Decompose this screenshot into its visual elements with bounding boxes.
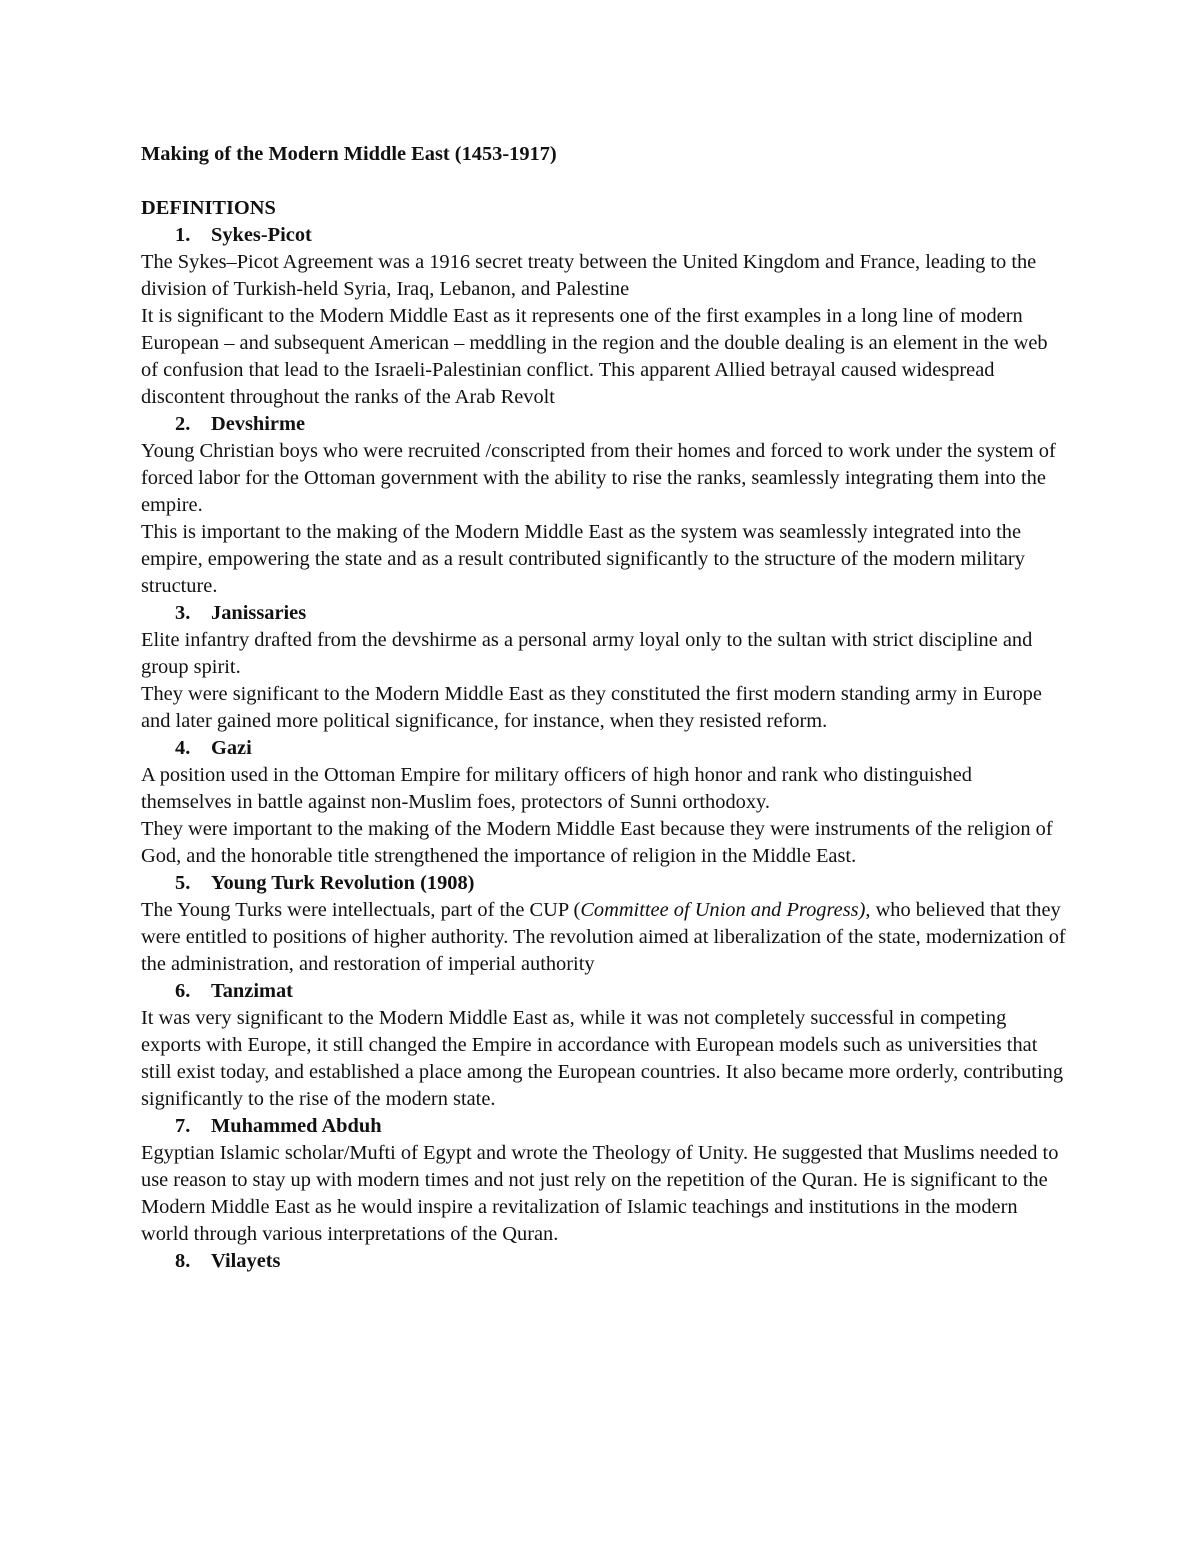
term-name: Devshirme [211, 413, 305, 435]
term-number: 5. [175, 872, 191, 894]
term-name: Muhammed Abduh [211, 1115, 382, 1137]
definition-entry-3 [141, 600, 1066, 735]
significance-paragraph: It is significant to the Modern Middle East as it represents one of the first examples in a long line of modern European – and subsequent American – meddling in the region and the double dealing is an element in the web of confusion that lead to the Israeli-Palestinian conflict. This apparent Allied betrayal caused widespread discontent throughout the ranks of the Arab Revolt [141, 305, 1048, 408]
term-number: 4. [175, 737, 191, 759]
paragraph-text-after: , who believed that they were entitled to positions of higher authority. The revolution aimed at liberalization of the state, modernization of the administration, and restoration of imperial authority [141, 899, 1066, 975]
term-number: 2. [175, 413, 191, 435]
definition-paragraph: Elite infantry drafted from the devshirme as a personal army loyal only to the sultan with strict discipline and group spirit. [141, 629, 1033, 678]
term-heading [141, 600, 1066, 627]
definition-paragraph: It was very significant to the Modern Middle East as, while it was not completely successful in competing exports with Europe, it still changed the Empire in accordance with European models such as universities that still exist today, and established a place among the European countries. It also became more orderly, contributing significantly to the rise of the modern state. [141, 1007, 1064, 1110]
definition-entry-4 [141, 735, 1066, 870]
section-heading-text: DEFINITIONS [141, 197, 276, 219]
definition-entry-5 [141, 870, 1066, 978]
significance-paragraph: They were significant to the Modern Middle East as they constituted the first modern standing army in Europe and later gained more political significance, for instance, when they resisted reform. [141, 683, 1042, 732]
term-number: 6. [175, 980, 191, 1002]
term-heading [141, 1248, 1066, 1275]
document-title: Making of the Modern Middle East (1453-1917) [141, 143, 557, 165]
term-number: 8. [175, 1250, 191, 1272]
definition-paragraph [141, 897, 1066, 978]
definition-paragraph: A position used in the Ottoman Empire for military officers of high honor and rank who distinguished themselves in battle against non-Muslim foes, protectors of Sunni orthodoxy. [141, 764, 972, 813]
definition-entry-6 [141, 978, 1066, 1113]
definition-paragraph: Young Christian boys who were recruited /conscripted from their homes and forced to work under the system of forced labor for the Ottoman government with the ability to rise the ranks, seamlessly integrating them into the empire. [141, 440, 1056, 516]
definition-entry-7 [141, 1113, 1066, 1248]
definition-paragraph: The Sykes–Picot Agreement was a 1916 secret treaty between the United Kingdom and France, leading to the division of Turkish-held Syria, Iraq, Lebanon, and Palestine [141, 251, 1037, 300]
term-name: Sykes-Picot [211, 224, 312, 246]
term-number: 1. [175, 224, 191, 246]
term-name: Tanzimat [211, 980, 293, 1002]
definition-entry-1 [141, 222, 1066, 411]
term-name: Janissaries [211, 602, 307, 624]
term-number: 7. [175, 1115, 191, 1137]
term-heading [141, 1113, 1066, 1140]
definition-entry-8 [141, 1248, 1066, 1275]
term-number: 3. [175, 602, 191, 624]
document-page [141, 141, 1066, 1275]
term-heading [141, 222, 1066, 249]
section-heading [141, 195, 1066, 222]
significance-paragraph: This is important to the making of the Modern Middle East as the system was seamlessly integrated into the empire, empowering the state and as a result contributed significantly to the structure of the modern military structure. [141, 521, 1025, 597]
term-heading [141, 978, 1066, 1005]
blank-line [141, 168, 1066, 195]
term-heading [141, 411, 1066, 438]
term-name: Vilayets [211, 1250, 281, 1272]
paragraph-italic-text: Committee of Union and Progress) [580, 899, 866, 921]
term-heading [141, 870, 1066, 897]
significance-paragraph: They were important to the making of the Modern Middle East because they were instruments of the religion of God, and the honorable title strengthened the importance of religion in the Middle East. [141, 818, 1053, 867]
term-heading [141, 735, 1066, 762]
term-name: Young Turk Revolution (1908) [211, 872, 475, 894]
definition-paragraph: Egyptian Islamic scholar/Mufti of Egypt and wrote the Theology of Unity. He suggested that Muslims needed to use reason to stay up with modern times and not just rely on the repetition of the Quran. He is significant to the Modern Middle East as he would inspire a revitalization of Islamic teachings and institutions in the modern world through various interpretations of the Quran. [141, 1142, 1059, 1245]
paragraph-text-before: The Young Turks were intellectuals, part of the CUP ( [141, 899, 581, 921]
term-name: Gazi [211, 737, 252, 759]
definition-entry-2 [141, 411, 1066, 600]
